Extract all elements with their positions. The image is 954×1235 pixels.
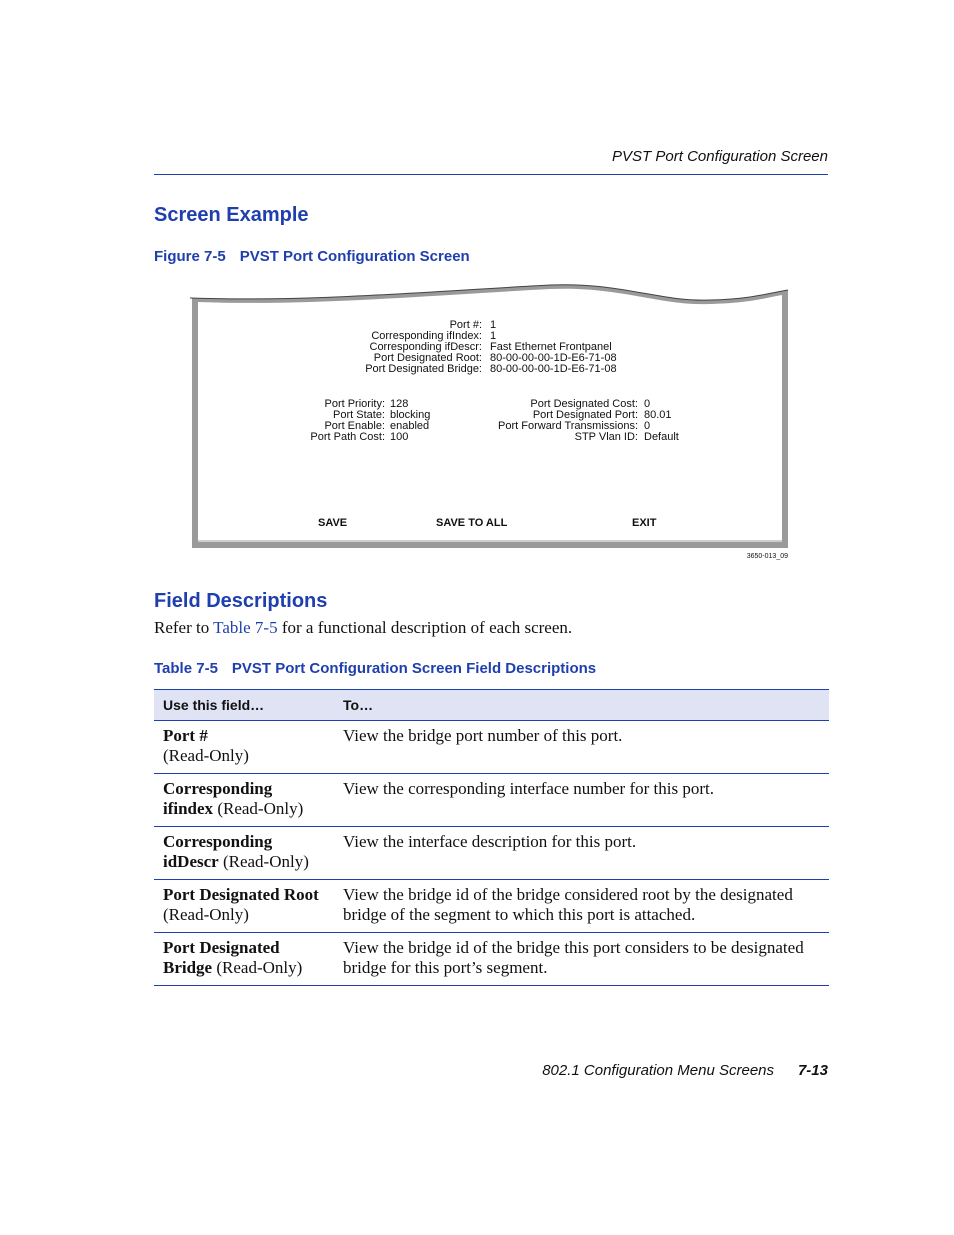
field-label-port-designated-root: Port Designated Root:	[373, 352, 482, 364]
field-name: Port #	[163, 726, 208, 745]
page-number: 7-13	[797, 1062, 828, 1079]
intro-text-before: Refer to	[154, 618, 214, 637]
field-cell	[154, 933, 334, 986]
section-heading-field-descriptions: Field Descriptions	[154, 590, 328, 612]
field-value-port-designated-cost: 0	[644, 398, 651, 410]
table-reference-link[interactable]: Table 7-5	[213, 618, 278, 637]
field-access: (Read-Only)	[163, 905, 249, 924]
figure-title: PVST Port Configuration Screen	[239, 248, 470, 265]
description-cell: View the bridge port number of this port.	[334, 721, 829, 774]
field-name: Corresponding ifindex	[163, 779, 273, 818]
field-value-port-enable: enabled	[390, 420, 430, 432]
table-row	[154, 774, 829, 827]
field-label-port-forward-transmissions: Port Forward Transmissions:	[498, 420, 638, 432]
field-name: Port Designated Bridge	[163, 938, 280, 977]
description-cell: View the bridge id of the bridge considered root by the designated bridge of the segment to which this port is attached.	[334, 880, 829, 933]
field-name: Port Designated Root	[163, 885, 319, 904]
field-value-port-designated-root: 80-00-00-00-1D-E6-71-08	[490, 352, 617, 364]
field-value-corresponding-ifindex: 1	[490, 330, 497, 342]
exit-command[interactable]: EXIT	[632, 517, 657, 529]
field-cell	[154, 827, 334, 880]
field-label-port-path-cost: Port Path Cost:	[310, 431, 385, 443]
field-label-port-number: Port #:	[449, 319, 482, 331]
field-label-stp-vlan-id: STP Vlan ID:	[574, 431, 638, 443]
field-access: (Read-Only)	[212, 958, 303, 977]
field-cell	[154, 774, 334, 827]
column-header-description: To…	[334, 690, 829, 721]
field-value-corresponding-ifdescr: Fast Ethernet Frontpanel	[490, 341, 612, 353]
running-header: PVST Port Configuration Screen	[612, 148, 828, 165]
table-label: Table 7-5	[154, 660, 218, 677]
description-cell: View the bridge id of the bridge this port considers to be designated bridge for this port’s segment.	[334, 933, 829, 986]
field-access: (Read-Only)	[213, 799, 304, 818]
table-row	[154, 827, 829, 880]
description-cell: View the interface description for this port.	[334, 827, 829, 880]
field-access: (Read-Only)	[218, 852, 309, 871]
intro-text-after: for a functional description of each screen.	[277, 618, 573, 637]
field-value-port-state: blocking	[390, 409, 431, 421]
footer-title: 802.1 Configuration Menu Screens	[542, 1062, 774, 1079]
field-value-port-designated-bridge: 80-00-00-00-1D-E6-71-08	[490, 363, 617, 375]
field-label-port-designated-port: Port Designated Port:	[532, 409, 638, 421]
field-label-port-designated-bridge: Port Designated Bridge:	[365, 363, 482, 375]
column-header-field: Use this field…	[154, 690, 334, 721]
table-row	[154, 880, 829, 933]
figure-caption	[154, 248, 470, 265]
field-access: (Read-Only)	[163, 746, 249, 765]
field-label-port-state: Port State:	[333, 409, 385, 421]
field-cell	[154, 880, 334, 933]
field-label-corresponding-ifindex: Corresponding ifIndex:	[371, 330, 482, 342]
field-label-port-enable: Port Enable:	[324, 420, 385, 432]
field-value-port-forward-transmissions: 0	[644, 420, 651, 432]
save-command[interactable]: SAVE	[318, 517, 348, 529]
figure-label: Figure 7-5	[154, 248, 226, 265]
screen-figure	[190, 284, 792, 560]
field-value-port-designated-port: 80.01	[644, 409, 672, 421]
save-to-all-command[interactable]: SAVE TO ALL	[436, 517, 508, 529]
table-row	[154, 721, 829, 774]
field-name: Corresponding idDescr	[163, 832, 273, 871]
field-value-port-priority: 128	[390, 398, 409, 410]
intro-paragraph	[154, 618, 572, 638]
figure-id: 3650-013_09	[746, 553, 788, 560]
field-label-port-designated-cost: Port Designated Cost:	[530, 398, 638, 410]
table-caption	[154, 660, 596, 677]
field-descriptions-table	[154, 689, 829, 986]
table-title: PVST Port Configuration Screen Field Descriptions	[231, 660, 597, 677]
table-header-row	[154, 690, 829, 721]
description-cell: View the corresponding interface number for this port.	[334, 774, 829, 827]
field-label-corresponding-ifdescr: Corresponding ifDescr:	[369, 341, 482, 353]
field-value-stp-vlan-id: Default	[644, 431, 679, 443]
table-row	[154, 933, 829, 986]
field-value-port-path-cost: 100	[390, 431, 409, 443]
section-heading-screen-example: Screen Example	[154, 204, 309, 226]
field-value-port-number: 1	[490, 319, 497, 331]
header-rule	[154, 174, 828, 175]
field-label-port-priority: Port Priority:	[324, 398, 385, 410]
field-cell	[154, 721, 334, 774]
